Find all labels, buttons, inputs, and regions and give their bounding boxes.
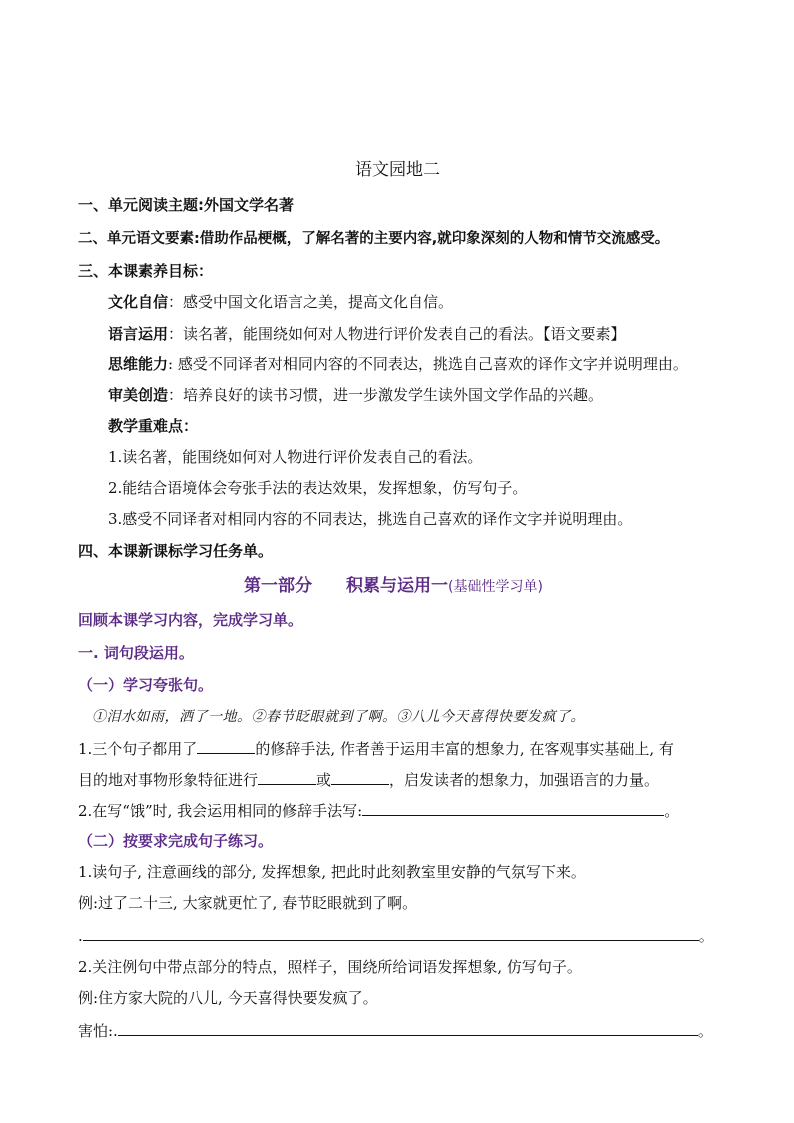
- goal-text: ：读名著，能围绕如何对人物进行评价发表自己的看法。【语文要素】: [168, 325, 626, 343]
- item-1-or: 或: [316, 771, 332, 789]
- goal-culture: [108, 292, 453, 312]
- exercise-2-example: 例:住方家大院的八儿, 今天喜得快要发疯了。: [78, 989, 378, 1007]
- goal-label: 审美创造: [108, 386, 169, 404]
- section-4-heading: 四、本课新课标学习任务单。: [78, 542, 274, 560]
- fill-blank-rhetoric[interactable]: [197, 738, 255, 754]
- end-mark: 。: [664, 802, 680, 820]
- goal-thinking: [108, 354, 688, 374]
- exercise-1: 1.读句子, 注意画线的部分, 发挥想象, 把此时此刻教室里安静的气氛写下来。: [78, 863, 586, 881]
- item-1-text-cont: 的修辞手法, 作者善于运用丰富的想象力, 在客观事实基础上, 有: [255, 740, 674, 758]
- goal-text: : 感受不同译者对相同内容的不同表达，挑选自己喜欢的译作文字并说明理由。: [168, 355, 688, 373]
- part-title: [244, 576, 543, 597]
- fill-blank-2[interactable]: [331, 769, 389, 785]
- end-mark: 。: [697, 1022, 713, 1040]
- section-2-heading: 二、单元语文要素:借助作品梗概，了解名著的主要内容,就印象深刻的人物和情节交流感受。: [78, 231, 670, 247]
- goal-text: ：培养良好的读书习惯，进一步激发学生读外国文学作品的兴趣。: [168, 386, 604, 404]
- part-title-sub: (基础性学习单): [448, 579, 543, 595]
- item-1-line-1: [78, 738, 674, 759]
- handwritten-examples: ①泪水如雨，洒了一地。②春节眨眼就到了啊。③八儿今天喜得快要发疯了。: [92, 709, 585, 725]
- page-title: 语文园地二: [355, 160, 440, 180]
- goal-aesthetic: [108, 385, 603, 405]
- item-2-text: 2.在写“饿”时, 我会运用相同的修辞手法写:: [78, 802, 363, 820]
- answer-line-afraid[interactable]: [118, 1020, 698, 1036]
- part-title-main: 第一部分 积累与运用一: [244, 576, 448, 596]
- goal-language: [108, 324, 626, 344]
- goal-label: 语言运用: [108, 325, 169, 343]
- exercise-1-example: 例:过了二十三, 大家就更忙了, 春节眨眼就到了啊。: [78, 894, 418, 912]
- goal-text: ：感受中国文化语言之美，提高文化自信。: [168, 293, 454, 311]
- key-points-label: 教学重难点：: [108, 417, 199, 435]
- exercise-2: 2.关注例句中带点部分的特点，照样子，围绕所给词语发挥想象, 仿写句子。: [78, 958, 582, 976]
- key-point-2: 2.能结合语境体会夸张手法的表达效果，发挥想象，仿写句子。: [108, 479, 528, 497]
- goal-label: 文化自信: [108, 293, 169, 311]
- key-point-1: 1.读名著，能围绕如何对人物进行评价发表自己的看法。: [108, 448, 483, 466]
- item-1-text: 1.三个句子都用了: [78, 740, 198, 758]
- question-1-heading: 一. 词句段运用。: [78, 644, 194, 662]
- item-2: [78, 800, 679, 821]
- answer-line-quiet[interactable]: [83, 925, 699, 941]
- section-3-heading: 三、本课素养目标：: [78, 262, 214, 280]
- question-1a-heading: （一）学习夸张句。: [78, 676, 214, 694]
- exercise-2-answer: [78, 1020, 713, 1041]
- goal-label: 思维能力: [108, 355, 169, 373]
- exercise-2-prompt: 害怕:.: [78, 1022, 118, 1040]
- review-instruction: 回顾本课学习内容，完成学习单。: [78, 611, 304, 629]
- item-1-text-3: ，启发读者的想象力，加强语言的力量。: [389, 771, 660, 789]
- section-1-heading: 一、单元阅读主题:外国文学名著: [78, 196, 295, 214]
- leading-dot: .: [78, 927, 83, 945]
- key-point-3: 3.感受不同译者对相同内容的不同表达，挑选自己喜欢的译作文字并说明理由。: [108, 510, 633, 528]
- item-1-text-2: 目的地对事物形象特征进行: [78, 771, 259, 789]
- answer-line-hunger[interactable]: [362, 800, 664, 816]
- item-1-line-2: [78, 769, 659, 790]
- exercise-1-answer: [78, 925, 714, 946]
- end-mark: 。: [698, 927, 714, 945]
- question-1b-heading: （二）按要求完成句子练习。: [78, 832, 274, 850]
- fill-blank-1[interactable]: [258, 769, 316, 785]
